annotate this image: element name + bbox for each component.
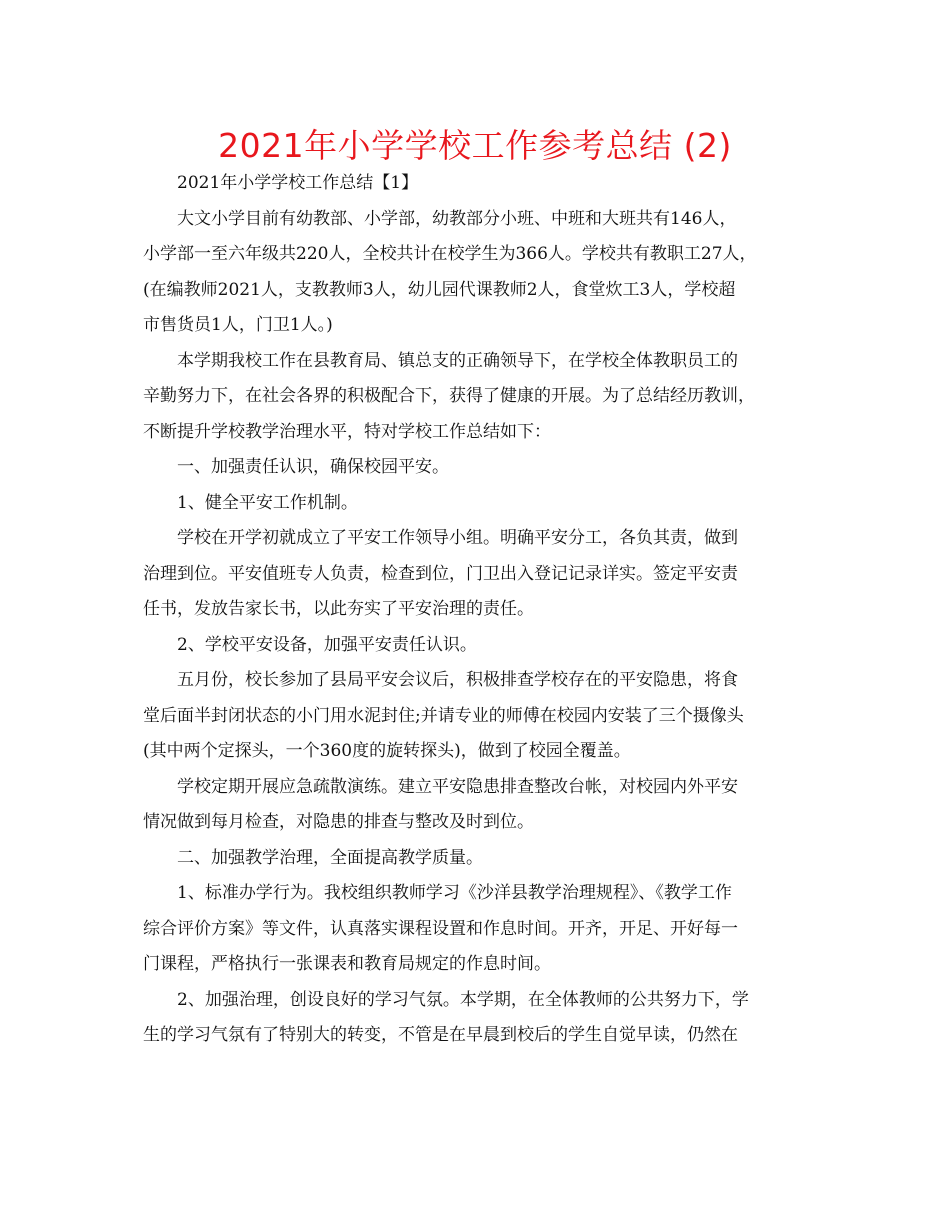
text-line: 学校定期开展应急疏散演练。建立平安隐患排查整改台帐，对校园内外平安 xyxy=(177,776,738,797)
document-title: 2021年小学学校工作参考总结 (2) xyxy=(218,126,732,165)
text-line: 不断提升学校教学治理水平，特对学校工作总结如下： xyxy=(143,421,551,442)
text-line: 综合评价方案》等文件，认真落实课程设置和作息时间。开齐，开足、开好每一 xyxy=(143,918,738,939)
text-line: 生的学习气氛有了特别大的转变，不管是在早晨到校后的学生自觉早读，仍然在 xyxy=(143,1025,738,1045)
text-line: 1、健全平安工作机制。 xyxy=(177,492,358,513)
text-line: 小学部一至六年级共220人，全校共计在校学生为366人。学校共有教职工27人， xyxy=(143,244,757,264)
text-line: 辛勤努力下，在社会各界的积极配合下，获得了健康的开展。为了总结经历教训， xyxy=(143,386,755,406)
text-line: 堂后面半封闭状态的小门用水泥封住;并请专业的师傅在校园内安装了三个摄像头 xyxy=(143,705,744,726)
document-body xyxy=(143,166,813,1054)
text-line: 一、加强责任认识，确保校园平安。 xyxy=(177,457,449,477)
text-line: 本学期我校工作在县教育局、镇总支的正确领导下，在学校全体教职员工的 xyxy=(177,350,738,371)
text-line: 二、加强教学治理，全面提高教学质量。 xyxy=(177,847,483,868)
text-line: 情况做到每月检查，对隐患的排查与整改及时到位。 xyxy=(143,812,534,832)
text-line: 2021年小学学校工作总结【1】 xyxy=(177,173,419,193)
text-line: 学校在开学初就成立了平安工作领导小组。明确平安分工，各负其责，做到 xyxy=(177,528,738,548)
text-line: 市售货员1人，门卫1人。) xyxy=(143,315,333,335)
text-line: (其中两个定探头，一个360度的旋转探头)，做到了校园全覆盖。 xyxy=(143,741,631,761)
text-line: 五月份，校长参加了县局平安会议后，积极排查学校存在的平安隐患，将食 xyxy=(177,670,738,690)
text-line: 治理到位。平安值班专人负责，检查到位，门卫出入登记记录详实。签定平安责 xyxy=(143,563,738,584)
text-line: 任书，发放告家长书，以此夯实了平安治理的责任。 xyxy=(143,599,534,619)
text-line: 大文小学目前有幼教部、小学部，幼教部分小班、中班和大班共有146人， xyxy=(177,208,737,229)
text-line: 2、学校平安设备，加强平安责任认识。 xyxy=(177,634,477,655)
text-line: 门课程，严格执行一张课表和教育局规定的作息时间。 xyxy=(143,954,551,974)
text-line: (在编教师2021人，支教教师3人，幼儿园代课教师2人，食堂炊工3人，学校超 xyxy=(143,279,736,300)
text-line: 1、标准办学行为。我校组织教师学习《沙洋县教学治理规程》、《教学工作 xyxy=(177,883,732,903)
text-line: 2、加强治理，创设良好的学习气氛。本学期，在全体教师的公共努力下，学 xyxy=(177,989,749,1010)
